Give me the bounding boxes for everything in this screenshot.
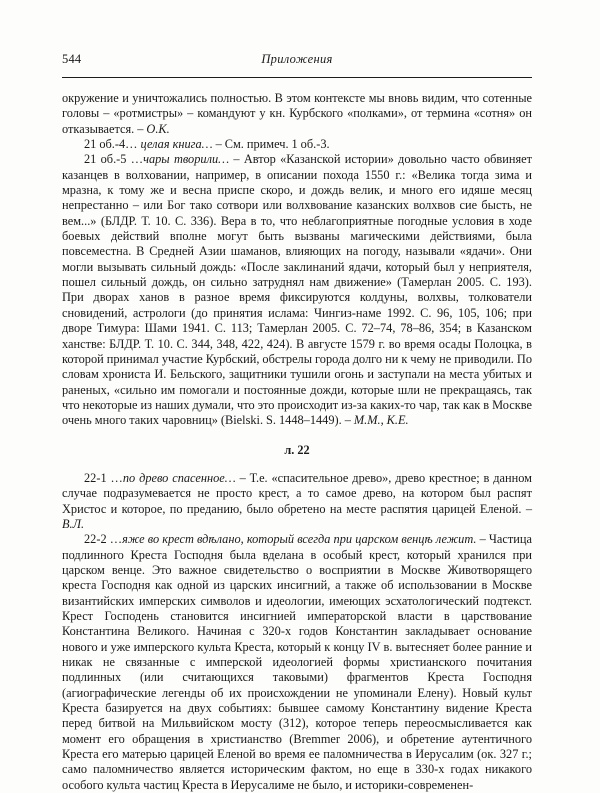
text-run: 22-2 … <box>84 532 123 547</box>
italic-run: В.Л. <box>62 516 85 531</box>
text-run: – См. примеч. 1 об.-3. <box>212 137 330 152</box>
text-run: 21 об.-5 … <box>84 152 144 167</box>
text-run: – Т.е. «спасительное древо», древо крестное; в данном случае подразумевается не просто крест, а то самое древо, на котором был распят Христос и которое, по преданию, было обретено на месте распятия царицей Еленой. – <box>62 470 532 516</box>
italic-run: целая книга… <box>140 137 213 152</box>
page-content <box>62 52 532 793</box>
italic-run: по древо спасенное… <box>122 470 236 485</box>
running-head <box>62 52 532 74</box>
page-number: 544 <box>62 52 82 66</box>
text-run: – Автор «Казанской истории» довольно часто обвиняет казанцев в волховании, например, в описании похода 1550 г.: «Велика тогда зима и мразна, к тому же и весна приспе скоро, и дождь велик, и много его идяше месяц непрестанно – или Бог тако сотвори или волхвование казанских волхвов сие бысть, не вем...» (БЛДР. Т. 10. С. 336). Вера в то, что неблагоприятные погодные условия в ходе боевых действий вполне могут быть вызваны магическими действиями, была повсеместна. В Средней Азии шаманов, влияющих на погоду, называли «ядачи». Они могли вызывать сильный дождь: «После заклинаний ядачи, который был у неприятеля, пошел сильный дождь, он сильно затруднял нам движение» (Тамерлан 2005. С. 193). При дворах ханов в разное время фиксируются колдуны, волхвы, толкователи сновидений, астрологи (до принятия ислама: Чингиз-наме 1992. С. 96, 105, 106; при дворе Тимура: Шами 1941. С. 113; Тамерлан 2005. С. 72–74, 78–86, 354; в Казанском ханстве: БЛДР. Т. 10. С. 344, 348, 422, 424). В августе 1579 г. во время осады Полоцка, в которой принимал участие Курбский, обстрелы города долго ни к чему не приводили. По словам хрониста И. Бельского, защитники тушили огонь и заступали на места убитых и раненых, «сильно им помогали и постоянные дожди, которые шли не прекращаясь, так что некоторые из наших думали, что это происходит из-за каких-то чар, так как в Москве очень много таких чаровниц» (Bielski. S. 1448–1449). – <box>62 152 532 428</box>
folio-marker: л. 22 <box>284 442 310 457</box>
header-rule <box>62 77 532 78</box>
paragraph-note-21ob-4 <box>62 137 532 152</box>
spacer <box>62 429 532 443</box>
text-run: окружение и уничтожались полностью. В этом контексте мы вновь видим, что сотенные головы – «ротмистры» – командуют у кн. Курбского «полками», от термина «сотня» он отказывается. – <box>62 91 532 136</box>
italic-run: О.К. <box>146 121 170 136</box>
text-run: 22-1 … <box>84 470 123 485</box>
italic-run: чары творили… <box>143 152 230 167</box>
paragraph-note-22-2 <box>62 532 532 793</box>
commentary-body <box>62 91 532 793</box>
paragraph-note-21ob-5 <box>62 152 532 428</box>
spacer <box>62 458 532 471</box>
italic-run: яже во крест вдѣлано, который всегда при царском венцѣ лежит. <box>122 532 477 547</box>
text-run: – Частица подлинного Креста Господня была вделана в особый крест, который хранился при царском венце. Это важное свидетельство о восприятии в Москве Животворящего креста Господня как одной из царских инсигний, а также об использовании в Москве византийских имперских символов и идеологии, имеющих эсхатологический подтекст. Крест Господень становится инсигнией императорской власти в царствование Константина Великого. Начиная с 320-х годов Константин закладывает основание нового и уже имперского культа Креста, который к концу IV в. вытесняет более ранние и никак не связанные с имперской идеологией формы христианского почитания подлинных (или считающихся таковыми) фрагментов Креста Господня (агиографические легенды об их происхождении не упоминали Елену). Новый культ Креста базируется на двух событиях: бывшее самому Константину видение Креста перед битвой на Мильвийском мосту (312), которое теперь переосмысливается как момент его обращения в христианство (Bremmer 2006), и обретение аутентичного Креста его матерью царицей Еленой во время ее паломничества в Иерусалим (ок. 327 г.; само паломничество является историческим фактом, но еще в 330-х годах никакого особого культа частиц Креста в Иерусалиме не было, и историки-современен- <box>62 532 532 792</box>
paragraph-para-continuation <box>62 91 532 137</box>
text-run: 21 об.-4… <box>84 137 141 152</box>
paragraph-note-22-1 <box>62 471 532 532</box>
running-title: Приложения <box>261 52 333 66</box>
italic-run: М.М., К.Е. <box>353 413 409 428</box>
